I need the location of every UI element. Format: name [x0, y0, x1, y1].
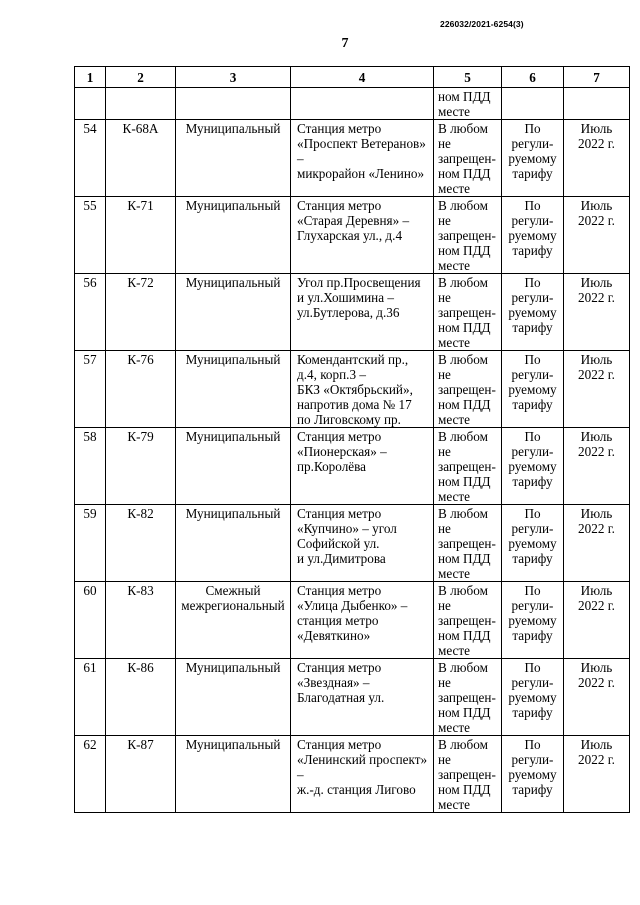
stop-policy: В любом не запрещен- ном ПДД месте — [434, 582, 502, 659]
table-cell — [291, 88, 434, 120]
tariff: По регули- руемому тарифу — [502, 505, 564, 582]
route-path: Станция метро «Улица Дыбенко» – станция метро «Девяткино» — [291, 582, 434, 659]
row-number: 60 — [75, 582, 106, 659]
route-number: К-72 — [106, 274, 176, 351]
route-type: Муниципальный — [176, 736, 291, 813]
row-number: 55 — [75, 197, 106, 274]
stop-policy: В любом не запрещен- ном ПДД месте — [434, 351, 502, 428]
route-number: К-86 — [106, 659, 176, 736]
tariff: По регули- руемому тарифу — [502, 274, 564, 351]
table-cell: ном ПДД месте — [434, 88, 502, 120]
table-cell — [502, 88, 564, 120]
table-cell — [564, 88, 630, 120]
stop-policy: В любом не запрещен- ном ПДД месте — [434, 197, 502, 274]
route-number: К-87 — [106, 736, 176, 813]
table-row — [75, 659, 630, 736]
start-date: Июль 2022 г. — [564, 274, 630, 351]
start-date: Июль 2022 г. — [564, 736, 630, 813]
stop-policy: В любом не запрещен- ном ПДД месте — [434, 274, 502, 351]
start-date: Июль 2022 г. — [564, 120, 630, 197]
table-row — [75, 428, 630, 505]
table-header-row — [75, 67, 630, 88]
column-header: 6 — [502, 67, 564, 88]
continuation-row — [75, 88, 630, 120]
column-header: 3 — [176, 67, 291, 88]
tariff: По регули- руемому тарифу — [502, 351, 564, 428]
row-number: 58 — [75, 428, 106, 505]
document-id: 226032/2021-6254(3) — [440, 19, 524, 29]
tariff: По регули- руемому тарифу — [502, 659, 564, 736]
start-date: Июль 2022 г. — [564, 505, 630, 582]
routes-table — [74, 66, 630, 813]
tariff: По регули- руемому тарифу — [502, 736, 564, 813]
route-path: Станция метро «Пионерская» – пр.Королёва — [291, 428, 434, 505]
route-path: Комендантский пр., д.4, корп.3 – БКЗ «Октябрьский», напротив дома № 17 по Лиговскому пр. — [291, 351, 434, 428]
route-type: Смежный межрегиональный — [176, 582, 291, 659]
route-number: К-71 — [106, 197, 176, 274]
column-header: 1 — [75, 67, 106, 88]
start-date: Июль 2022 г. — [564, 428, 630, 505]
route-type: Муниципальный — [176, 659, 291, 736]
tariff: По регули- руемому тарифу — [502, 197, 564, 274]
table-row — [75, 736, 630, 813]
route-number: К-76 — [106, 351, 176, 428]
table-cell — [75, 88, 106, 120]
row-number: 54 — [75, 120, 106, 197]
tariff: По регули- руемому тарифу — [502, 582, 564, 659]
start-date: Июль 2022 г. — [564, 197, 630, 274]
table-row — [75, 351, 630, 428]
route-path: Станция метро «Ленинский проспект» – ж.-д. станция Лигово — [291, 736, 434, 813]
route-number: К-83 — [106, 582, 176, 659]
table-row — [75, 120, 630, 197]
route-type: Муниципальный — [176, 120, 291, 197]
row-number: 56 — [75, 274, 106, 351]
row-number: 57 — [75, 351, 106, 428]
start-date: Июль 2022 г. — [564, 659, 630, 736]
route-path: Станция метро «Звездная» – Благодатная ул. — [291, 659, 434, 736]
route-type: Муниципальный — [176, 351, 291, 428]
row-number: 62 — [75, 736, 106, 813]
stop-policy: В любом не запрещен- ном ПДД месте — [434, 120, 502, 197]
tariff: По регули- руемому тарифу — [502, 428, 564, 505]
route-type: Муниципальный — [176, 197, 291, 274]
table-row — [75, 582, 630, 659]
stop-policy: В любом не запрещен- ном ПДД месте — [434, 505, 502, 582]
route-type: Муниципальный — [176, 274, 291, 351]
table-row — [75, 505, 630, 582]
page-number: 7 — [341, 36, 349, 51]
table-cell — [176, 88, 291, 120]
route-path: Станция метро «Старая Деревня» – Глухарская ул., д.4 — [291, 197, 434, 274]
stop-policy: В любом не запрещен- ном ПДД месте — [434, 659, 502, 736]
route-path: Угол пр.Просвещения и ул.Хошимина – ул.Бутлерова, д.36 — [291, 274, 434, 351]
route-number: К-68А — [106, 120, 176, 197]
row-number: 59 — [75, 505, 106, 582]
column-header: 7 — [564, 67, 630, 88]
stop-policy: В любом не запрещен- ном ПДД месте — [434, 736, 502, 813]
table-row — [75, 274, 630, 351]
route-path: Станция метро «Проспект Ветеранов» – микрорайон «Ленино» — [291, 120, 434, 197]
route-number: К-79 — [106, 428, 176, 505]
column-header: 5 — [434, 67, 502, 88]
route-number: К-82 — [106, 505, 176, 582]
route-type: Муниципальный — [176, 505, 291, 582]
row-number: 61 — [75, 659, 106, 736]
table-cell — [106, 88, 176, 120]
start-date: Июль 2022 г. — [564, 582, 630, 659]
start-date: Июль 2022 г. — [564, 351, 630, 428]
column-header: 2 — [106, 67, 176, 88]
table-row — [75, 197, 630, 274]
route-type: Муниципальный — [176, 428, 291, 505]
route-path: Станция метро «Купчино» – угол Софийской ул. и ул.Димитрова — [291, 505, 434, 582]
stop-policy: В любом не запрещен- ном ПДД месте — [434, 428, 502, 505]
tariff: По регули- руемому тарифу — [502, 120, 564, 197]
column-header: 4 — [291, 67, 434, 88]
